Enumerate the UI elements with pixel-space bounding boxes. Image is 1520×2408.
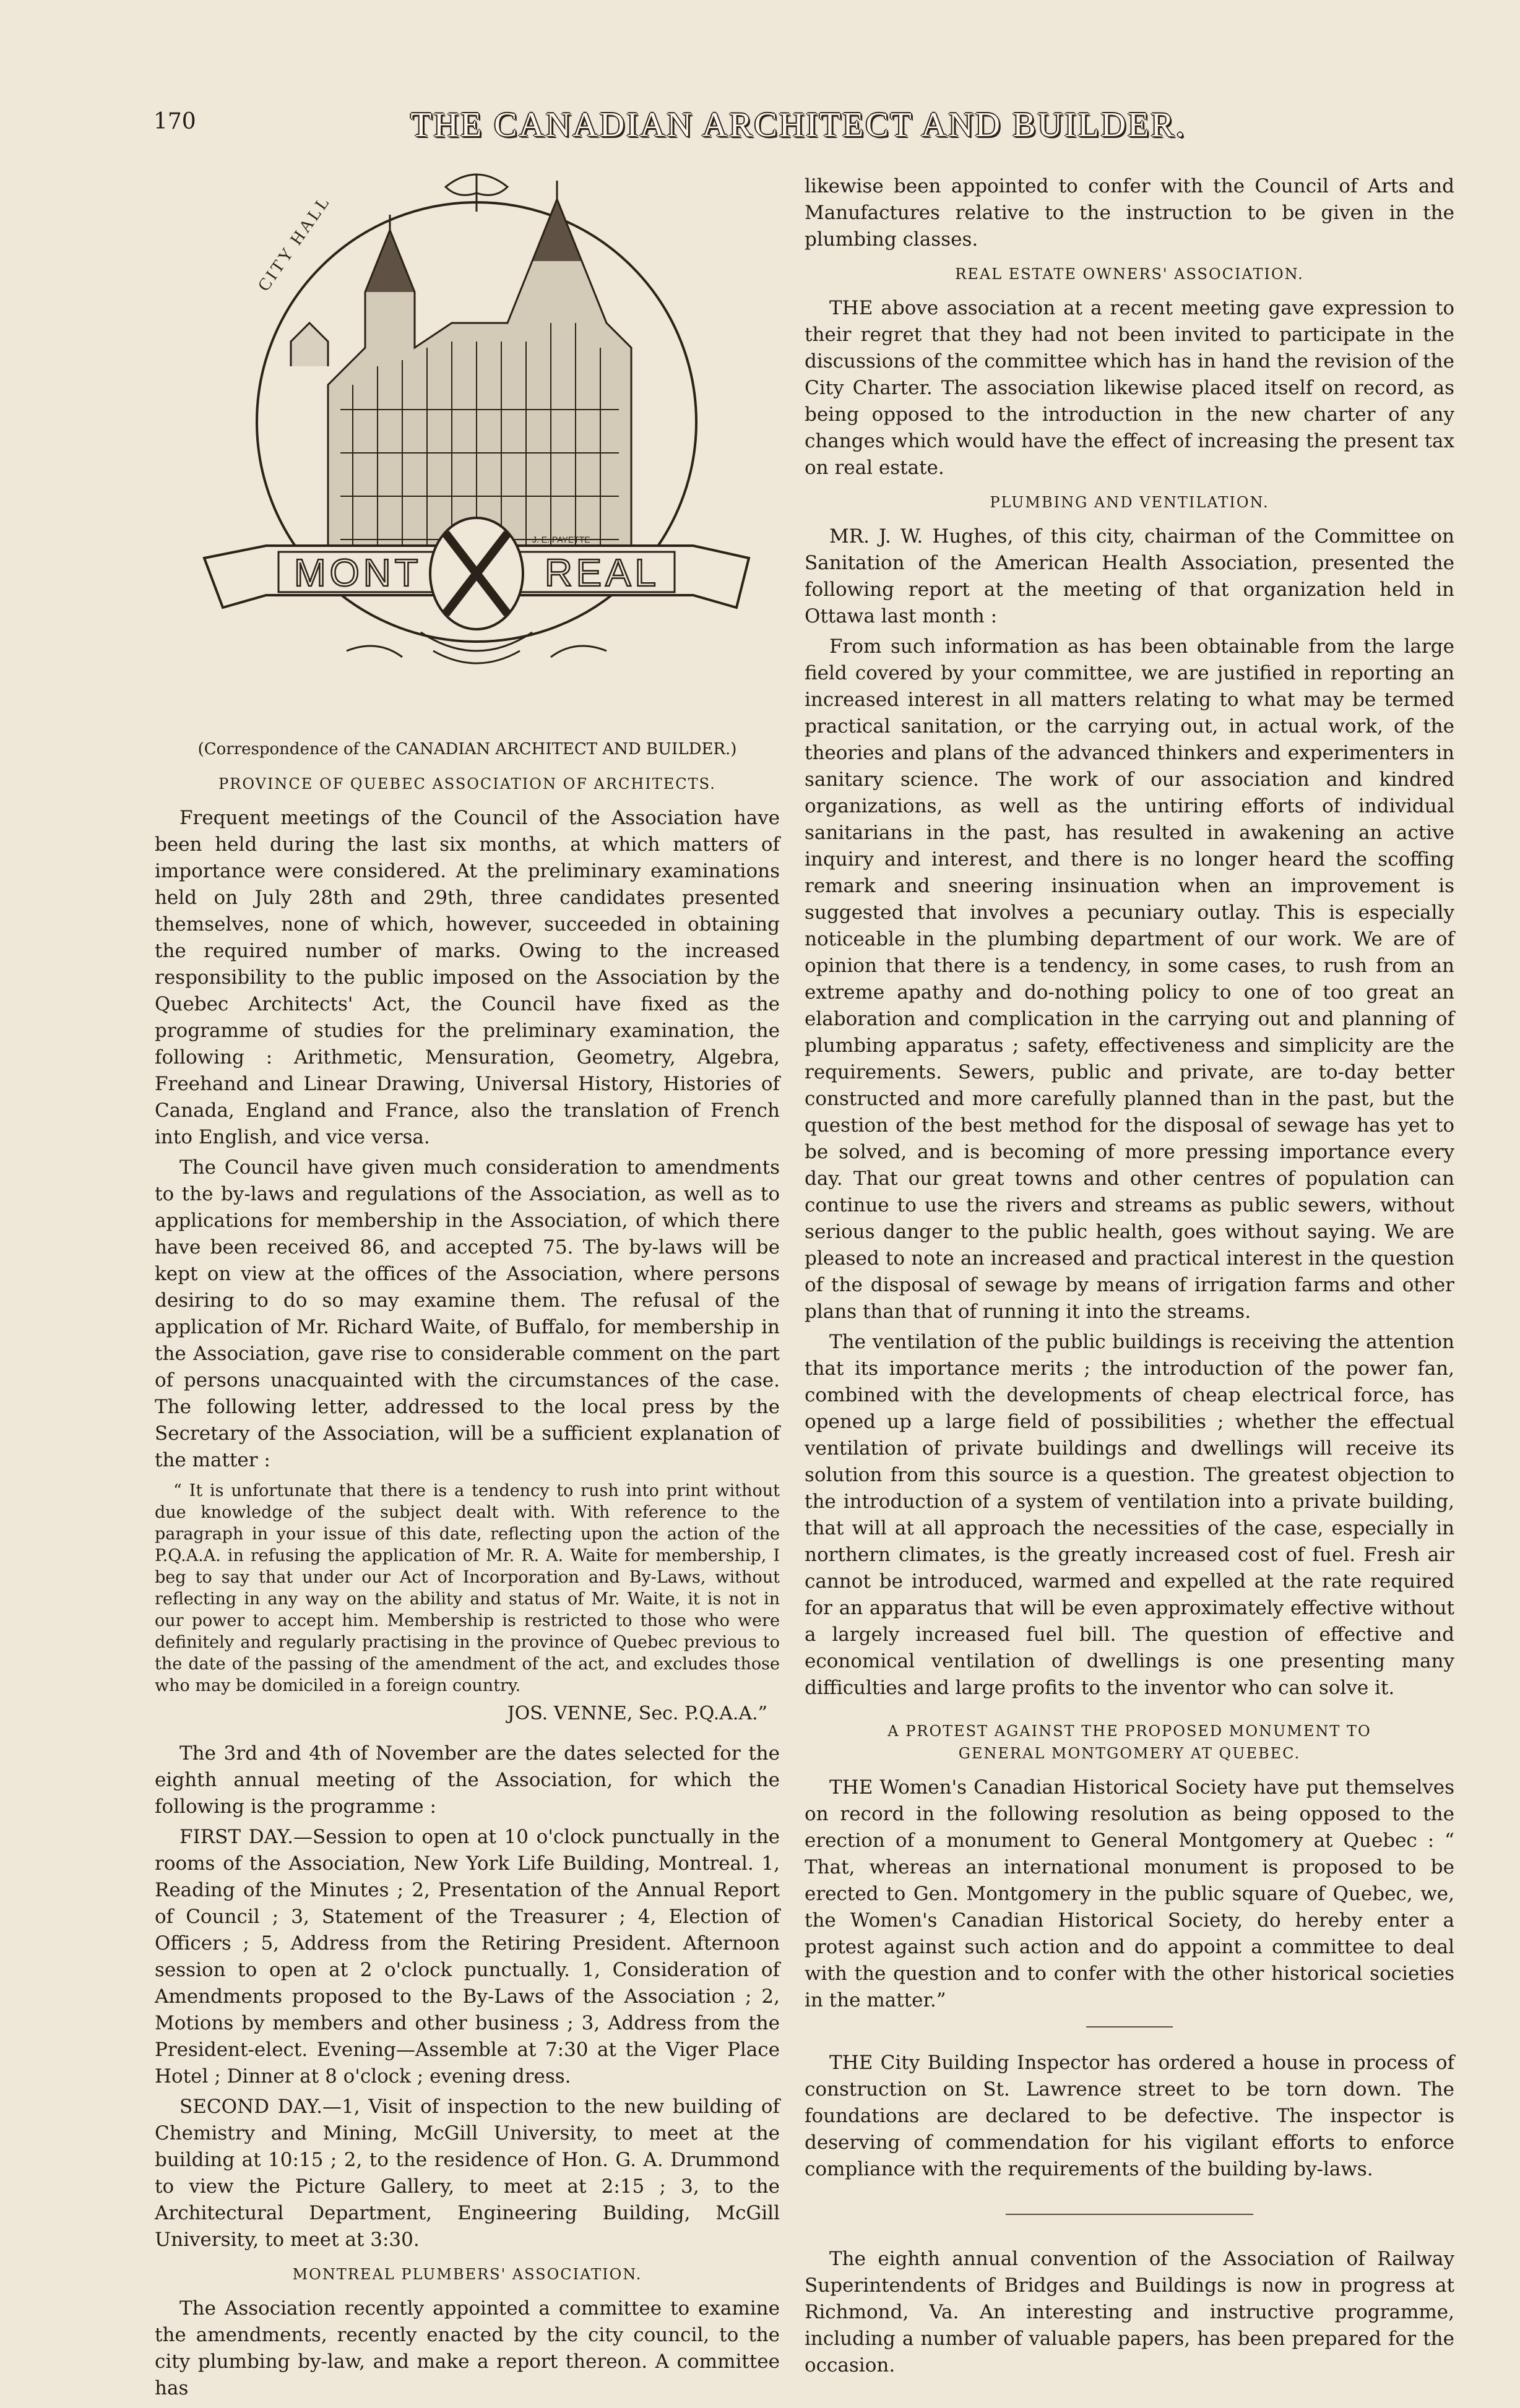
- banner-right: REAL: [545, 552, 660, 595]
- plumbing-ventilation-heading: PLUMBING AND VENTILATION.: [990, 494, 1269, 511]
- inspector-paragraph: [805, 2050, 1454, 2183]
- page-number: 170: [153, 109, 196, 134]
- real-estate-lead: THE: [829, 297, 873, 319]
- inspector-text: City Building Inspector has ordered a house in process of construction on St. Lawrence street to be torn down. The foundations are declared to be defective. The inspector is deserving of commendation for his vigilant efforts to enforce compliance with the requirements of the building by-laws.: [805, 2052, 1454, 2180]
- letter-text: “ It is unfortunate that there is a tendency to rush into print without due knowledge of the subject dealt with. With reference to the paragraph in your issue of this date, reflecting upon the action of the P.Q.A.A. in refusing the application of Mr. R. A. Waite for membership, I beg to say that under our Act of Incorporation and By-Laws, without reflecting in any way on the ability and status of Mr. Waite, it is not in our power to accept him. Membership is restricted to those who were definitely and regularly practising in the province of Quebec previous to the date of the passing of the amendment of the act, and excludes those who may be domiciled in a foreign country.: [155, 1481, 780, 1695]
- running-title: THE CANADIAN ARCHITECT AND BUILDER.: [410, 106, 1186, 144]
- report-paragraph-2: The ventilation of the public buildings is receiving the attention that its importance merits ; the introduction of the power fan, combined with the developments of cheap electrical force, has opened up a large field of possibilities ; whether the effectual ventilation of private buildings and dwellings will receive its solution from this source is a question. The greatest objection to the introduction of a system of ventilation into a private building, that will at all approach the necessities of the case, especially in northern climates, is the greatly increased cost of fuel. Fresh air cannot be introduced, warmed and expelled at the rate required for an apparatus that will be even approximately effective without a largely increased fuel bill. The question of effective and economical ventilation of dwellings is one presenting many difficulties and large profits to the inventor who can solve it.: [805, 1331, 1454, 1699]
- section-divider: [1086, 2026, 1173, 2027]
- protest-heading-line-2: GENERAL MONTGOMERY AT QUEBEC.: [958, 1745, 1301, 1762]
- protest-heading: [805, 1720, 1454, 1765]
- plumbers-continued: likewise been appointed to confer with the Council of Arts and Manufactures relative to the instruction to be given in the plumbing classes.: [805, 175, 1454, 251]
- protest-text: Women's Canadian Historical Society have put themselves on record in the following resolution as being opposed to the erection of a monument to General Montgomery at Quebec : “ That, whereas an international monument is proposed to be erected to Gen. Montgomery in the public square of Quebec, we, the Women's Canadian Historical Society, do hereby enter a protest against such action and do appoint a committee to deal with the question and to confer with the other historical societies in the matter.”: [805, 1776, 1454, 2011]
- section-divider-long: [1006, 2214, 1253, 2215]
- plumbers-heading: MONTREAL PLUMBERS' ASSOCIATION.: [292, 2266, 642, 2283]
- inspector-lead: THE: [829, 2052, 873, 2074]
- convention-paragraph: The eighth annual convention of the Association of Railway Superintendents of Bridges and Buildings is now in progress at Richmond, Va. An interesting and instructive programme, including a number of valuable papers, has been prepared for the occasion.: [805, 2248, 1454, 2376]
- right-column: [805, 173, 1454, 2383]
- protest-paragraph: [805, 1774, 1454, 2014]
- second-day-label: SECOND DAY.: [179, 2096, 323, 2118]
- correspondence-note: (Correspondence of the CANADIAN ARCHITECT AND BUILDER.): [197, 740, 737, 759]
- pqaa-heading: PROVINCE OF QUEBEC ASSOCIATION OF ARCHITECTS.: [218, 775, 716, 793]
- city-hall-illustration: [186, 162, 767, 719]
- real-estate-paragraph: [805, 295, 1454, 481]
- hughes-text: J. W. Hughes, of this city, chairman of the Committee on Sanitation of the American Health Association, presented the following report at the meeting of that organization held in Ottawa last month :: [805, 525, 1454, 627]
- first-day-text: —Session to open at 10 o'clock punctually in the rooms of the Association, New York Life Building, Montreal. 1, Reading of the Minutes ; 2, Presentation of the Annual Report of Council ; 3, Statement of the Treasurer ; 4, Election of Officers ; 5, Address from the Retiring President. Afternoon session to open at 2 o'clock punctually. 1, Consideration of Amendments proposed to the By-Laws of the Association ; 2, Motions by members and other business ; 3, Address from the President-elect. Evening—Assemble at 7:30 at the Viger Place Hotel ; Dinner at 8 o'clock ; evening dress.: [155, 1826, 780, 2088]
- secretary-letter: [155, 1480, 780, 1696]
- second-day-text: —1, Visit of inspection to the new building of Chemistry and Mining, McGill University, to meet at the building at 10:15 ; 2, to the residence of Hon. G. A. Drummond to view the Picture Gallery, to meet at 2:15 ; 3, to the Architectural Department, Engineering Building, McGill University, to meet at 3:30.: [155, 2096, 780, 2251]
- pqaa-paragraph-1: Frequent meetings of the Council of the Association have been held during the last six months, at which matters of importance were considered. At the preliminary examinations held on July 28th and 29th, three candidates presented themselves, none of which, however, succeeded in obtaining the required number of marks. Owing to the increased responsibility to the public imposed on the Association by the Quebec Architects' Act, the Council have fixed as the programme of studies for the preliminary examination, the following : Arithmetic, Mensuration, Geometry, Algebra, Freehand and Linear Drawing, Universal History, Histories of Canada, England and France, also the translation of French into English, and vice versa.: [155, 807, 780, 1148]
- letter-signature: JOS. VENNE, Sec. P.Q.A.A.”: [507, 1703, 767, 1724]
- report-paragraph-1: From such information as has been obtainable from the large field covered by your committee, we are justified in reporting an increased interest in all matters relating to what may be termed practical sanitation, or the carrying out, in actual work, of the theories and plans of the advanced thinkers and experimenters in sanitary science. The work of our association and kindred organizations, as well as the untiring efforts of individual sanitarians in the past, has resulted in awakening an active inquiry and interest, and there is no longer heard the scoffing remark and sneering insinuation when an improvement is suggested that involves a pecuniary outlay. This is especially noticeable in the plumbing department of our work. We are of opinion that there is a tendency, in some cases, to rush from an extreme apathy and do-nothing policy to one of too great an elaboration and complication in the carrying out and planning of plumbing apparatus ; safety, effectiveness and simplicity are the requirements. Sewers, public and private, are to-day better constructed and more carefully planned than in the past, but the question of the best method for the disposal of sewage has yet to be solved, and is becoming of more pressing importance every day. That our great towns and other centres of population can continue to use the rivers and streams as public sewers, without serious danger to the public health, goes without saying. We are pleased to note an increased and practical interest in the question of the disposal of sewage by means of irrigation farms and other plans than that of running it into the streams.: [805, 635, 1454, 1323]
- hughes-intro: [805, 523, 1454, 630]
- banner-left: MONT: [294, 552, 422, 595]
- artist-signature: J. E. PAYETTE: [532, 535, 590, 544]
- pqaa-paragraph-2: The Council have given much consideration to amendments to the by-laws and regulations of the Association, as well as to applications for membership in the Association, of which there have been received 86, and accepted 75. The by-laws will be kept on view at the offices of the Association, where persons desiring to do so may examine them. The refusal of the application of Mr. Richard Waite, of Buffalo, for membership in the Association, gave rise to considerable comment on the part of persons unacquainted with the circumstances of the case. The following letter, addressed to the local press by the Secretary of the Association, will be a sufficient explanation of the matter :: [155, 1156, 780, 1471]
- second-day-programme: [155, 2094, 780, 2253]
- left-column: [155, 736, 780, 2406]
- plumbers-paragraph: The Association recently appointed a committee to examine the amendments, recently enacted by the city council, to the city plumbing by-law, and make a report thereon. A committee has: [155, 2297, 780, 2399]
- hughes-lead: MR.: [829, 525, 870, 548]
- real-estate-text: above association at a recent meeting gave expression to their regret that they had not been invited to participate in the discussions of the committee which has in hand the revision of the City Charter. The association likewise placed itself on record, as being opposed to the introduction in the new charter of any changes which would have the effect of increasing the present tax on real estate.: [805, 297, 1454, 479]
- first-day-label: FIRST DAY.: [179, 1826, 293, 1848]
- protest-heading-line-1: A PROTEST AGAINST THE PROPOSED MONUMENT TO: [887, 1722, 1371, 1740]
- real-estate-heading: REAL ESTATE OWNERS' ASSOCIATION.: [955, 265, 1304, 283]
- first-day-programme: [155, 1824, 780, 2090]
- building-label: CITY HALL: [254, 191, 335, 295]
- pqaa-paragraph-3: The 3rd and 4th of November are the dates selected for the eighth annual meeting of the Association, for which the following is the programme :: [155, 1742, 780, 1818]
- protest-lead: THE: [829, 1776, 873, 1799]
